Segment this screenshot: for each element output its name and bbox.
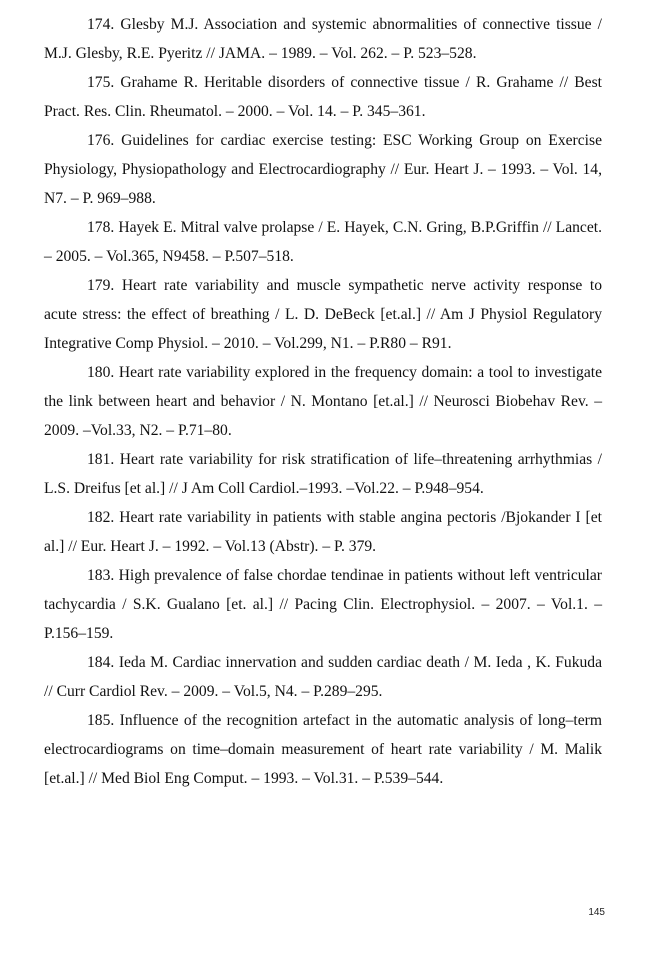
reference-183: 183. High prevalence of false chordae tendinae in patients without left ventricular tachycardia / S.K. Gualano [et. al.] // Pacing Clin. Electrophysiol. – 2007. – Vol.1. – P.156–159. [44, 567, 602, 642]
reference-176: 176. Guidelines for cardiac exercise testing: ESC Working Group on Exercise Physiology, Physiopathology and Electrocardiography // Eur. Heart J. – 1993. – Vol. 14, N7. – P. 969–988. [44, 132, 602, 207]
reference-180: 180. Heart rate variability explored in the frequency domain: a tool to investigate the link between heart and behavior / N. Montano [et.al.] // Neurosci Biobehav Rev. – 2009. –Vol.33, N2. – P.71–80. [44, 364, 602, 439]
reference-179: 179. Heart rate variability and muscle sympathetic nerve activity response to acute stress: the effect of breathing / L. D. DeBeck [et.al.] // Am J Physiol Regulatory Integrative Comp Physiol. – 2010. – Vol.299, N1. – P.R80 – R91. [44, 277, 602, 352]
reference-184: 184. Ieda M. Cardiac innervation and sudden cardiac death / M. Ieda , K. Fukuda // Curr Cardiol Rev. – 2009. – Vol.5, N4. – P.289–295. [44, 654, 602, 700]
reference-181: 181. Heart rate variability for risk stratification of life–threatening arrhythmias / L.S. Dreifus [et al.] // J Am Coll Cardiol.–1993. –Vol.22. – P.948–954. [44, 451, 602, 497]
page-number: 145 [588, 907, 605, 918]
reference-175: 175. Grahame R. Heritable disorders of connective tissue / R. Grahame // Best Pract. Res. Clin. Rheumatol. – 2000. – Vol. 14. – P. 345–361. [44, 74, 602, 120]
reference-182: 182. Heart rate variability in patients with stable angina pectoris /Bjokander I [et al.] // Eur. Heart J. – 1992. – Vol.13 (Abstr). – P. 379. [44, 509, 602, 555]
reference-list [44, 10, 602, 793]
reference-185: 185. Influence of the recognition artefact in the automatic analysis of long–term electrocardiograms on time–domain measurement of heart rate variability / M. Malik [et.al.] // Med Biol Eng Comput. – 1993. – Vol.31. – P.539–544. [44, 712, 602, 787]
reference-174: 174. Glesby M.J. Association and systemic abnormalities of connective tissue / M.J. Glesby, R.E. Pyeritz // JAMA. – 1989. – Vol. 262. – P. 523–528. [44, 16, 602, 62]
reference-178: 178. Hayek E. Mitral valve prolapse / E. Hayek, C.N. Gring, B.P.Griffin // Lancet. – 2005. – Vol.365, N9458. – P.507–518. [44, 219, 602, 265]
